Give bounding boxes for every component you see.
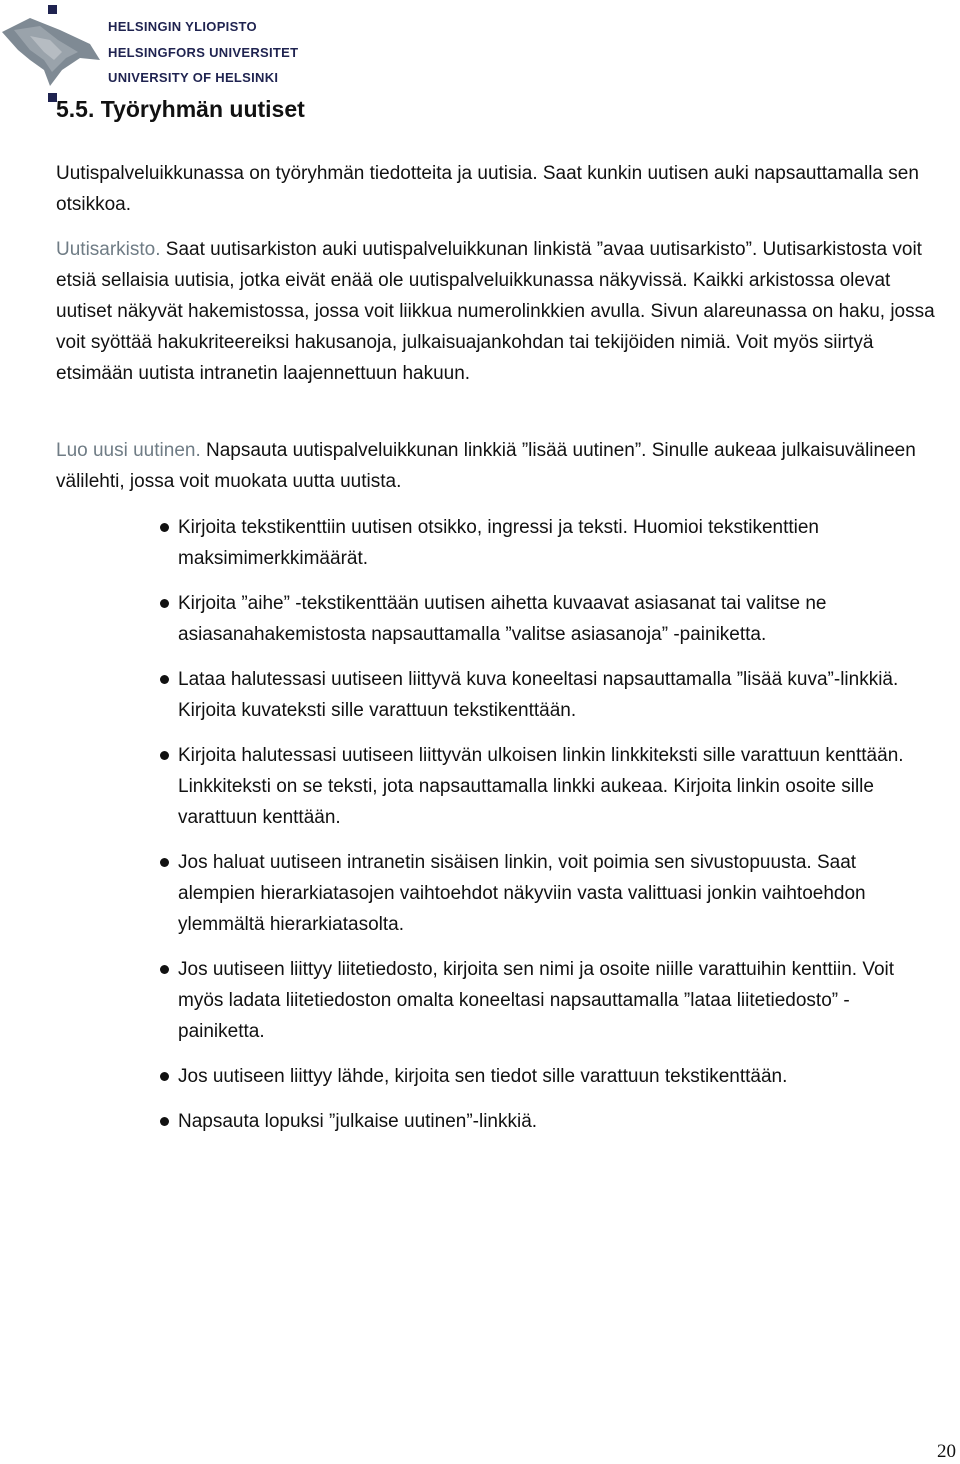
bullet-icon <box>160 523 169 532</box>
list-item: Kirjoita halutessasi uutiseen liittyvän ulkoisen linkin linkkiteksti sille varattuun kenttään. Linkkiteksti on se teksti, jota napsauttamalla linkki aukeaa. Kirjoita linkin osoite sille varattuun kenttään. <box>56 740 936 833</box>
bullet-icon <box>160 1117 169 1126</box>
create-text: Napsauta uutispalveluikkunan linkkiä ”lisää uutinen”. Sinulle aukeaa julkaisuvälineen välilehti, jossa voit muokata uutta uutista. <box>56 440 916 492</box>
bullet-icon <box>160 965 169 974</box>
university-name-en: UNIVERSITY OF HELSINKI <box>108 70 279 85</box>
bullet-icon <box>160 675 169 684</box>
university-name-sv: HELSINGFORS UNIVERSITET <box>108 45 299 60</box>
bullet-icon <box>160 1072 169 1081</box>
archive-text: Saat uutisarkiston auki uutispalveluikkunan linkistä ”avaa uutisarkisto”. Uutisarkistosta voit etsiä sellaisia uutisia, jotka eivät enää ole uutispalveluikkunassa näkyvissä. Kaikki arkistossa olevat uutiset näkyvät hakemistossa, jossa voit liikkua numerolinkkien avulla. Sivun alareunassa on haku, jossa voit syöttää hakukriteereiksi hakusanoja, julkaisuajankohdan tai tekijöiden nimiä. Voit myös siirtyä etsimään uutista intranetin laajennettuun hakuun. <box>56 239 935 384</box>
archive-heading: Uutisarkisto. <box>56 239 161 260</box>
create-heading: Luo uusi uutinen. <box>56 440 201 461</box>
list-item: Lataa halutessasi uutiseen liittyvä kuva koneeltasi napsauttamalla ”lisää kuva”-linkkiä. Kirjoita kuvateksti sille varattuun tekstikenttään. <box>56 664 936 726</box>
create-paragraph <box>56 435 936 497</box>
university-name-fi: HELSINGIN YLIOPISTO <box>108 19 257 34</box>
list-item: Jos uutiseen liittyy liitetiedosto, kirjoita sen nimi ja osoite niille varattuihin kenttiin. Voit myös ladata liitetiedoston omalta koneeltasi napsauttamalla ”lataa liitetiedosto” -painiketta. <box>56 954 936 1047</box>
list-item: Kirjoita tekstikenttiin uutisen otsikko, ingressi ja teksti. Huomioi tekstikenttien maksimimerkkimäärät. <box>56 512 936 574</box>
archive-paragraph <box>56 234 936 389</box>
university-logo <box>0 0 300 104</box>
section-title: 5.5. Työryhmän uutiset <box>56 96 305 122</box>
bullet-icon <box>160 599 169 608</box>
list-item: Jos uutiseen liittyy lähde, kirjoita sen tiedot sille varattuun tekstikenttään. <box>56 1061 936 1092</box>
helsinki-emblem-icon <box>0 0 104 104</box>
list-item: Jos haluat uutiseen intranetin sisäisen linkin, voit poimia sen sivustopuusta. Saat alempien hierarkiatasojen vaihtoehdot näkyviin vasta valittuasi jonkin vaihtoehdon ylemmältä hierarkiatasolta. <box>56 847 936 940</box>
instruction-list <box>56 512 936 1151</box>
list-item: Kirjoita ”aihe” -tekstikenttään uutisen aihetta kuvaavat asiasanat tai valitse ne asiasanahakemistosta napsauttamalla ”valitse asiasanoja” -painiketta. <box>56 588 936 650</box>
page-number: 20 <box>937 1441 956 1462</box>
intro-paragraph: Uutispalveluikkunassa on työryhmän tiedotteita ja uutisia. Saat kunkin uutisen auki napsauttamalla sen otsikkoa. <box>56 163 919 215</box>
bullet-icon <box>160 858 169 867</box>
logo-square-icon <box>48 5 57 14</box>
list-item: Napsauta lopuksi ”julkaise uutinen”-linkkiä. <box>56 1106 936 1137</box>
bullet-icon <box>160 751 169 760</box>
